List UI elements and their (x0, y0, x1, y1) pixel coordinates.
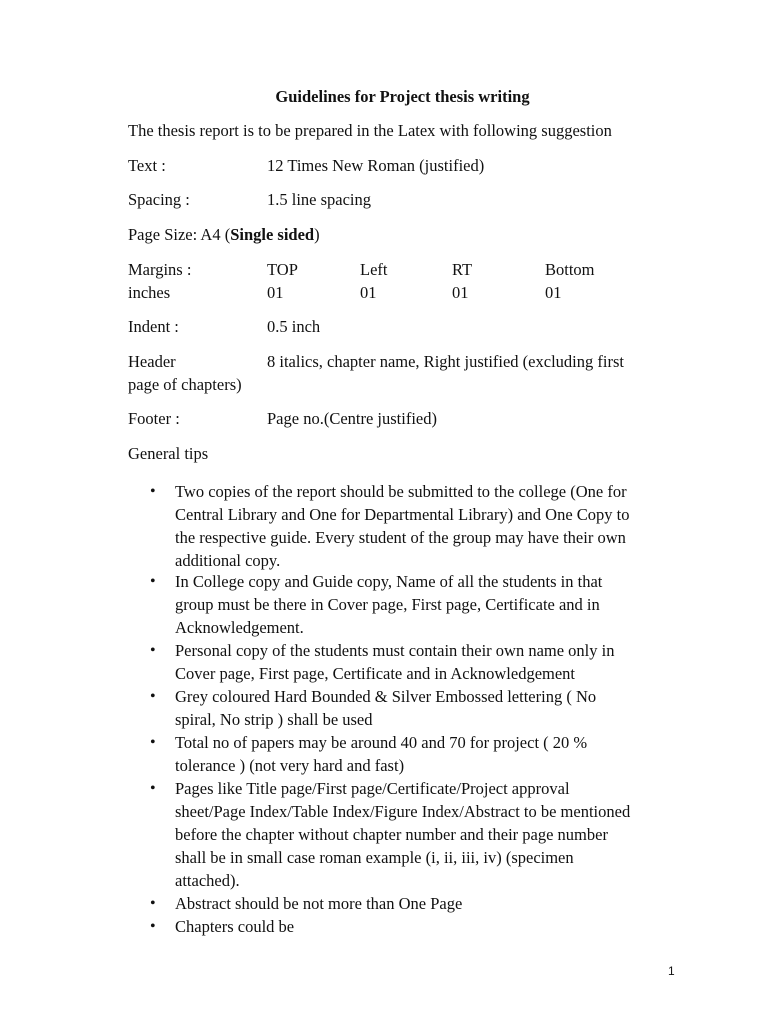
intro-text: The thesis report is to be prepared in the Latex with following suggestion (128, 121, 612, 140)
bullet-line: Abstract should be not more than One Page (175, 894, 463, 913)
bullet-line: Central Library and One for Departmental Library) and One Copy to (175, 505, 630, 524)
bullet-line: Cover page, First page, Certificate and in Acknowledgement (175, 664, 576, 683)
bullet-line: attached). (175, 871, 240, 890)
bullet-icon: • (150, 780, 156, 797)
margins-unit: inches (128, 283, 171, 302)
bullet-line: spiral, No strip ) shall be used (175, 710, 373, 729)
bullet-line: sheet/Page Index/Table Index/Figure Index/Abstract to be mentioned (175, 802, 631, 821)
page-size-suffix: ) (314, 225, 320, 244)
bullet-icon: • (150, 734, 156, 751)
bullet-line: Pages like Title page/First page/Certificate/Project approval (175, 779, 570, 798)
page-number: 1 (668, 964, 675, 978)
text-label: Text : (128, 156, 166, 175)
margin-value-top: 01 (267, 283, 284, 302)
bullet-line: Personal copy of the students must contain their own name only in (175, 641, 615, 660)
header-value-continued: page of chapters) (128, 375, 242, 394)
bullet-line: additional copy. (175, 551, 281, 570)
bullet-line: tolerance ) (not very hard and fast) (175, 756, 405, 775)
document-title: Guidelines for Project thesis writing (275, 87, 530, 106)
spacing-value: 1.5 line spacing (267, 190, 372, 209)
margin-header-left: Left (360, 260, 388, 279)
indent-value: 0.5 inch (267, 317, 321, 336)
bullet-icon: • (150, 918, 156, 935)
bullet-icon: • (150, 895, 156, 912)
general-tips-heading: General tips (128, 444, 209, 463)
footer-value: Page no.(Centre justified) (267, 409, 437, 428)
header-value: 8 italics, chapter name, Right justified (excluding first (267, 352, 624, 371)
page-size-prefix: Page Size: A4 ( (128, 225, 231, 244)
footer-label: Footer : (128, 409, 180, 428)
indent-label: Indent : (128, 317, 179, 336)
bullet-line: group must be there in Cover page, First page, Certificate and in (175, 595, 600, 614)
bullet-icon: • (150, 642, 156, 659)
margin-header-right: RT (452, 260, 473, 279)
spacing-label: Spacing : (128, 190, 190, 209)
bullet-icon: • (150, 573, 156, 590)
margins-label: Margins : (128, 260, 192, 279)
bullet-line: Acknowledgement. (175, 618, 304, 637)
bullet-line: Grey coloured Hard Bounded & Silver Embossed lettering ( No (175, 687, 597, 706)
bullet-icon: • (150, 483, 156, 500)
bullet-line: shall be in small case roman example (i, ii, iii, iv) (specimen (175, 848, 574, 867)
bullet-line: Two copies of the report should be submitted to the college (One for (175, 482, 627, 501)
header-label: Header (128, 352, 176, 371)
margin-value-left: 01 (360, 283, 377, 302)
bullet-line: the respective guide. Every student of the group may have their own (175, 528, 626, 547)
margin-header-bottom: Bottom (545, 260, 595, 279)
page-size-bold: Single sided (230, 225, 315, 244)
bullet-line: Total no of papers may be around 40 and 70 for project ( 20 % (175, 733, 588, 752)
margin-header-top: TOP (267, 260, 298, 279)
page-size-line (128, 225, 320, 245)
bullet-line: In College copy and Guide copy, Name of all the students in that (175, 572, 603, 591)
bullet-line: before the chapter without chapter number and their page number (175, 825, 608, 844)
text-value: 12 Times New Roman (justified) (267, 156, 485, 175)
margin-value-bottom: 01 (545, 283, 562, 302)
bullet-line: Chapters could be (175, 917, 295, 936)
bullet-icon: • (150, 688, 156, 705)
margin-value-right: 01 (452, 283, 469, 302)
